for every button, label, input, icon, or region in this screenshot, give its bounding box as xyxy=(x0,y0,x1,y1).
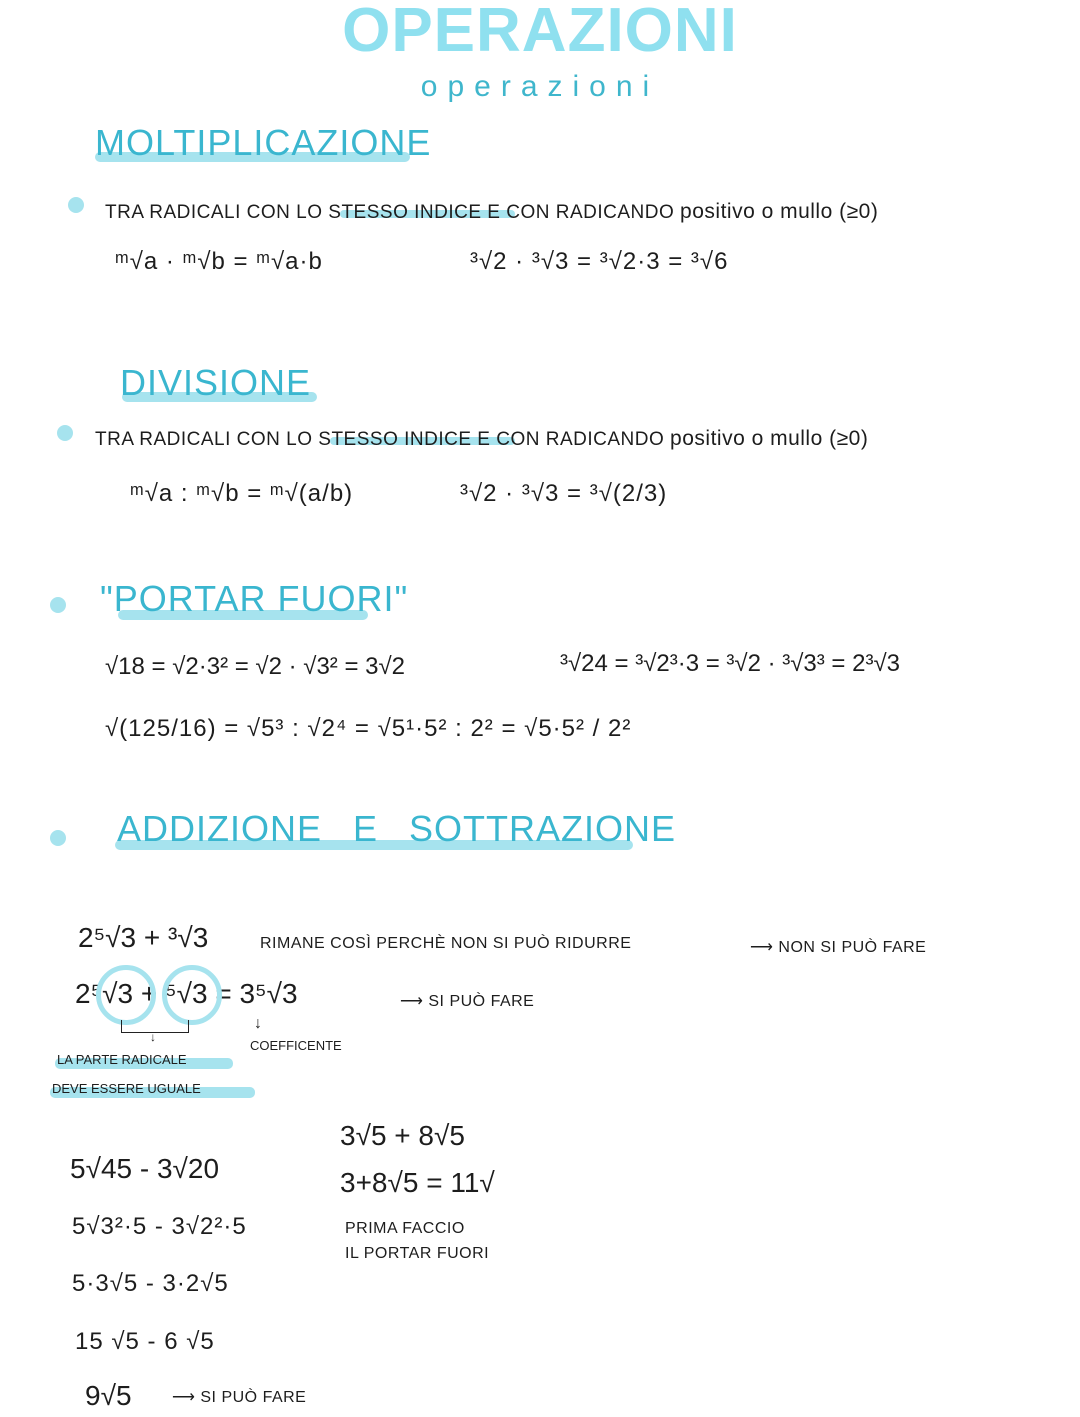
case-1-note: RIMANE COSÌ PERCHÈ NON SI PUÒ RIDURRE xyxy=(260,935,632,952)
case-1-result: ⟶ NON SI PUÒ FARE xyxy=(750,939,927,956)
radical-note-2: DEVE ESSERE UGUALE xyxy=(52,1081,201,1096)
heading-divisione: DIVISIONE xyxy=(120,362,312,403)
rule-lower: positivo o mullo (≥0) xyxy=(670,427,869,450)
formula-example: ³√2 · ³√3 = ³√(2/3) xyxy=(460,480,668,507)
step-2: 5√3²·5 - 3√2²·5 xyxy=(72,1213,247,1240)
step-4: 15 √5 - 6 √5 xyxy=(75,1328,215,1355)
heading-moltiplicazione: MOLTIPLICAZIONE xyxy=(95,122,432,163)
example-1: √18 = √2·3² = √2 · √3² = 3√2 xyxy=(105,653,405,680)
example-3: √(125/16) = √5³ : √2⁴ = √5¹·5² : 2² = √5·5² / 2² xyxy=(105,715,632,742)
arrow-down-icon: ↓ xyxy=(254,1015,262,1032)
heading-addizione: ADDIZIONE E SOTTRAZIONE xyxy=(117,808,677,849)
rule-moltiplicazione xyxy=(105,200,878,224)
example-2: ³√24 = ³√2³·3 = ³√2 · ³√3³ = 2³√3 xyxy=(560,650,900,677)
final-result: ⟶ SI PUÒ FARE xyxy=(172,1389,307,1406)
arrow-down-icon: ↓ xyxy=(150,1030,156,1044)
bullet-icon xyxy=(50,597,66,613)
side-step-1: 3√5 + 8√5 xyxy=(340,1120,465,1151)
step-5: 9√5 xyxy=(85,1380,132,1411)
highlight-circle xyxy=(162,965,222,1025)
radical-note-1: LA PARTE RADICALE xyxy=(57,1052,187,1067)
formula-example: ³√2 · ³√3 = ³√2·3 = ³√6 xyxy=(470,248,729,275)
step-1: 5√45 - 3√20 xyxy=(70,1153,220,1184)
case-2-result: ⟶ SI PUÒ FARE xyxy=(400,993,535,1010)
heading-portar-fuori: "PORTAR FUORI" xyxy=(100,578,409,619)
coefficient-label: COEFFICENTE xyxy=(250,1038,342,1053)
side-note-1: PRIMA FACCIO xyxy=(345,1220,465,1237)
side-note-2: IL PORTAR FUORI xyxy=(345,1245,490,1262)
rule-caps: TRA RADICALI CON LO STESSO INDICE E CON RADICANDO xyxy=(95,429,665,450)
case-1-formula: 2⁵√3 + ³√3 xyxy=(78,922,209,953)
page-title: OPERAZIONI xyxy=(342,0,738,65)
formula-general: ᵐ√a · ᵐ√b = ᵐ√a·b xyxy=(115,248,323,275)
step-3: 5·3√5 - 3·2√5 xyxy=(72,1270,229,1297)
formula-general: ᵐ√a : ᵐ√b = ᵐ√(a/b) xyxy=(130,480,354,507)
bullet-icon xyxy=(57,425,73,441)
page-subtitle: operazioni xyxy=(420,70,660,103)
rule-lower: positivo o mullo (≥0) xyxy=(680,200,879,223)
case-2-formula: 2⁵√3 + ⁵√3 = 3⁵√3 xyxy=(75,978,298,1009)
bullet-icon xyxy=(68,197,84,213)
bullet-icon xyxy=(50,830,66,846)
side-step-2: 3+8√5 = 11√ xyxy=(340,1167,495,1198)
highlight-circle xyxy=(96,965,156,1025)
rule-caps: TRA RADICALI CON LO STESSO INDICE E CON RADICANDO xyxy=(105,202,675,223)
rule-divisione xyxy=(95,427,868,451)
